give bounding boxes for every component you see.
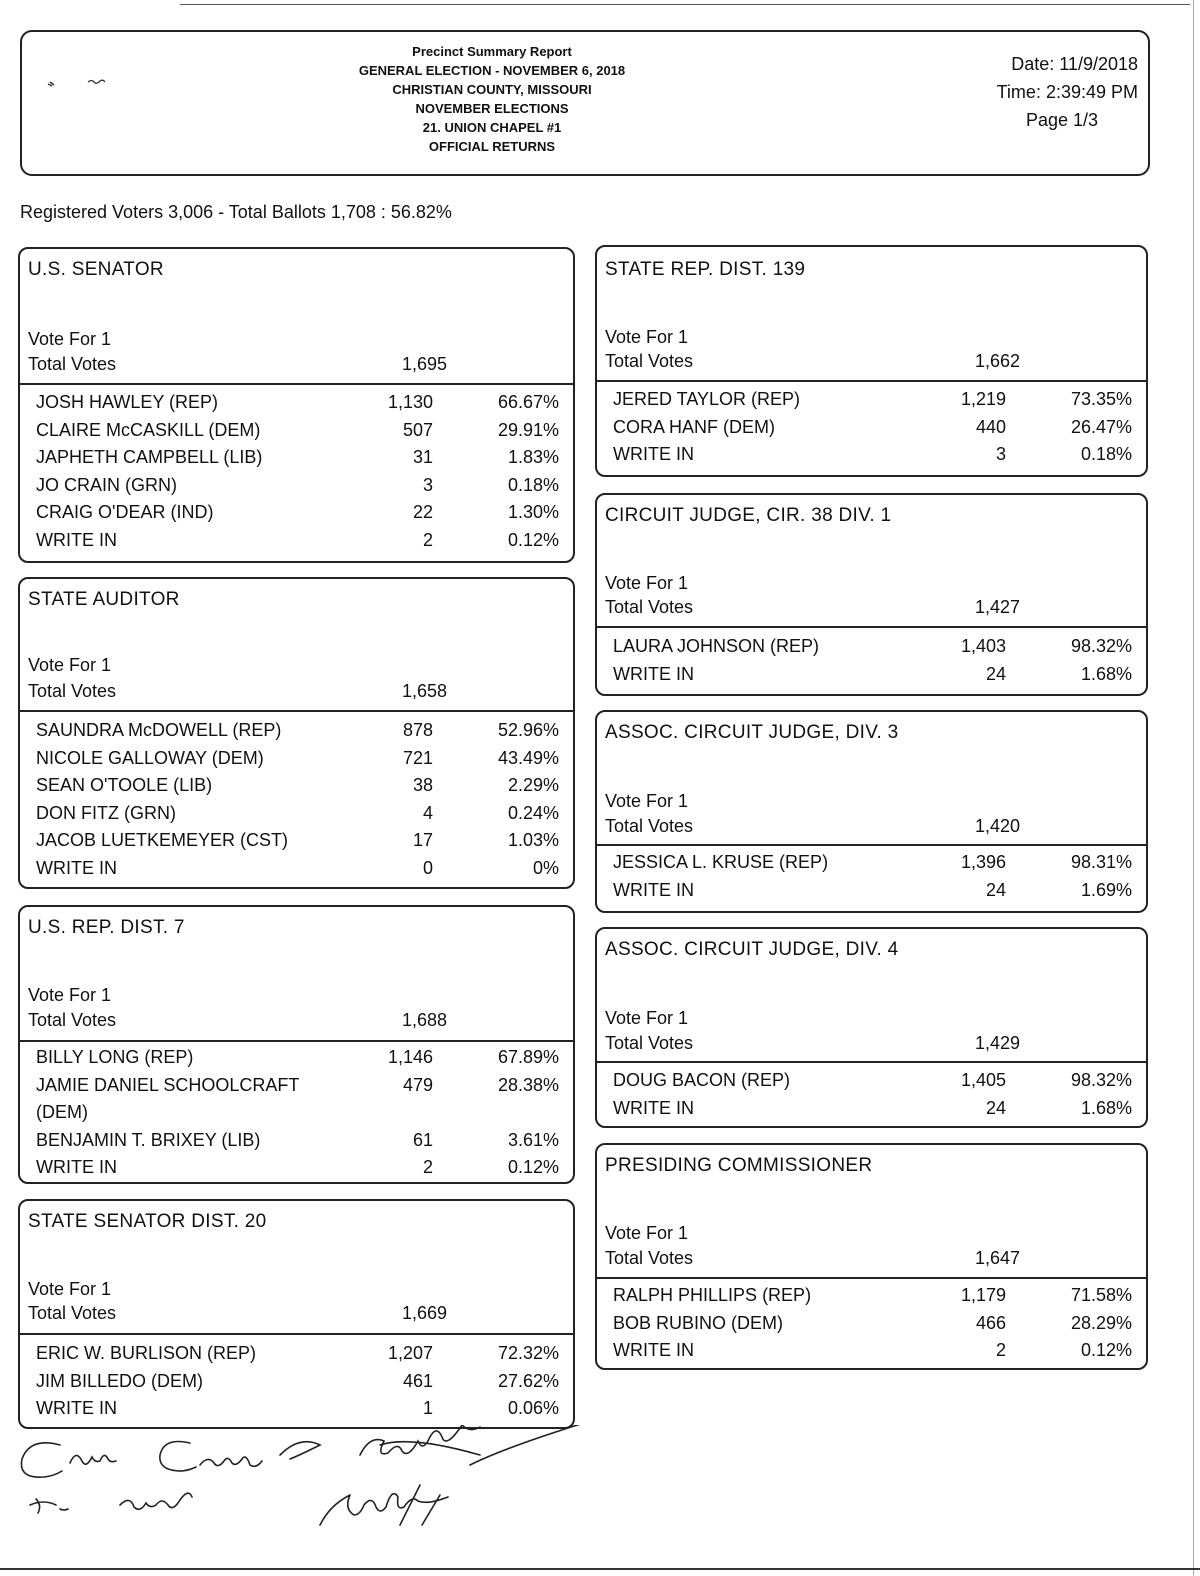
returns-type: OFFICIAL RETURNS [428,139,556,154]
candidate-percent: 2.29% [507,775,559,795]
header-divider [20,383,573,385]
candidate-percent: 1.68% [1080,663,1132,684]
candidate-votes: 2 [422,529,433,550]
total-votes-label: Total Votes [28,1010,117,1030]
report-header [20,30,1150,176]
candidate-row [613,417,1132,443]
candidate-row [36,502,559,528]
candidate-name: JAMIE DANIEL SCHOOLCRAFT [36,1074,300,1095]
candidate-name: WRITE IN [613,444,694,464]
candidate-percent: 28.29% [1070,1312,1132,1333]
candidate-votes: 3 [995,444,1006,464]
contest-title: STATE SENATOR DIST. 20 [28,1211,267,1232]
candidate-votes: 31 [412,447,433,467]
candidate-name: WRITE IN [613,879,694,900]
candidate-name: ERIC W. BURLISON (REP) [36,1343,257,1363]
candidate-percent: 3.61% [507,1129,559,1150]
candidate-name: WRITE IN [613,1340,694,1360]
candidate-percent: 66.67% [497,392,559,412]
total-votes-value: 1,688 [401,1010,447,1030]
candidate-percent: 26.47% [1070,416,1132,437]
turnout-summary: Registered Voters 3,006 - Total Ballots 1,708 : 56.82% [20,202,452,222]
election-group: NOVEMBER ELECTIONS [415,101,569,116]
candidate-votes: 1,219 [960,389,1006,409]
candidate-votes: 2 [422,1157,433,1177]
election-name: GENERAL ELECTION - NOVEMBER 6, 2018 [358,63,626,78]
candidate-percent: 98.31% [1070,852,1132,872]
candidate-percent: 0.12% [507,1157,559,1177]
candidate-row [36,475,559,501]
candidate-name: WRITE IN [613,663,694,684]
candidate-row [613,664,1132,690]
contest-box-us-senator [18,247,575,563]
candidate-votes: 24 [985,879,1006,900]
candidate-name: CORA HANF (DEM) [613,416,775,437]
candidate-name: LAURA JOHNSON (REP) [613,636,820,656]
candidate-name: JAPHETH CAMPBELL (LIB) [36,447,263,467]
candidate-votes: 4 [422,802,433,823]
candidate-percent: 29.91% [497,419,559,440]
candidate-votes: 0 [422,857,433,878]
header-divider [597,844,1146,846]
candidate-votes: 1,405 [960,1070,1006,1090]
candidate-row [36,1371,559,1397]
header-divider [597,1061,1146,1063]
county-name: CHRISTIAN COUNTY, MISSOURI [392,82,592,97]
contest-title: CIRCUIT JUDGE, CIR. 38 DIV. 1 [605,505,892,526]
report-date: Date: 11/9/2018 [1011,54,1138,74]
candidate-votes: 1,207 [387,1343,433,1363]
candidate-row [36,775,559,801]
candidate-name: WRITE IN [36,1157,117,1177]
candidate-votes: 2 [995,1340,1006,1360]
right-rule [1193,0,1194,1576]
candidate-percent: 1.03% [507,830,559,850]
candidate-votes: 22 [412,502,433,522]
contest-title: STATE AUDITOR [28,589,180,610]
candidate-row [36,1130,559,1156]
candidate-percent: 0.18% [507,474,559,495]
candidate-percent: 72.32% [497,1343,559,1363]
vote-for-label: Vote For 1 [605,573,689,593]
candidate-votes: 1,403 [960,636,1006,656]
candidate-row-continued [36,1102,559,1128]
candidate-percent: 0% [532,857,559,878]
candidate-percent: 28.38% [497,1074,559,1095]
candidate-name: CRAIG O'DEAR (IND) [36,502,214,522]
candidate-votes: 61 [412,1129,433,1150]
total-votes-value: 1,420 [974,816,1020,836]
candidate-percent: 98.32% [1070,636,1132,656]
candidate-votes: 466 [975,1312,1006,1333]
candidate-percent: 0.24% [507,802,559,823]
bottom-rule [0,1568,1200,1570]
candidate-percent: 43.49% [497,747,559,768]
candidate-name: WRITE IN [613,1097,694,1118]
candidate-row [613,1313,1132,1339]
candidate-votes: 1,179 [960,1285,1006,1305]
candidate-percent: 1.68% [1080,1097,1132,1118]
total-votes-value: 1,695 [401,354,447,374]
candidate-name-continued: (DEM) [36,1102,88,1122]
total-votes-label: Total Votes [605,597,694,617]
candidate-name: SAUNDRA McDOWELL (REP) [36,720,282,740]
total-votes-label: Total Votes [605,1033,694,1053]
contest-box-assoc-judge-3 [595,710,1148,913]
precinct-name: 21. UNION CHAPEL #1 [422,120,562,135]
total-votes-value: 1,427 [974,597,1020,617]
candidate-percent: 0.06% [507,1398,559,1418]
candidate-percent: 27.62% [497,1370,559,1391]
candidate-row [613,1070,1132,1096]
candidate-name: JIM BILLEDO (DEM) [36,1370,204,1391]
candidate-percent: 0.12% [1080,1340,1132,1360]
total-votes-label: Total Votes [28,1303,117,1323]
candidate-row [36,830,559,856]
candidate-row [613,880,1132,906]
candidate-votes: 721 [402,747,433,768]
contest-box-circuit-judge-38-1 [595,493,1148,696]
total-votes-value: 1,647 [974,1248,1020,1268]
vote-for-label: Vote For 1 [605,791,689,811]
vote-for-label: Vote For 1 [605,1008,689,1028]
candidate-votes: 1,130 [387,392,433,412]
header-divider [597,626,1146,628]
candidate-name: JOSH HAWLEY (REP) [36,392,219,412]
contest-box-assoc-judge-4 [595,927,1148,1128]
candidate-row [36,1398,559,1424]
header-divider [597,380,1146,382]
candidate-row [36,1343,559,1369]
candidate-row [36,530,559,556]
candidate-percent: 1.30% [507,502,559,522]
total-votes-label: Total Votes [605,351,694,371]
handwritten-signatures-icon [0,1425,700,1545]
vote-for-label: Vote For 1 [28,1279,112,1299]
candidate-votes: 1,396 [960,852,1006,872]
candidate-votes: 878 [402,720,433,740]
contest-box-state-rep-139 [595,245,1148,477]
candidate-votes: 507 [402,419,433,440]
candidate-votes: 440 [975,416,1006,437]
vote-for-label: Vote For 1 [605,1223,689,1243]
candidate-name: DOUG BACON (REP) [613,1070,791,1090]
total-votes-value: 1,662 [974,351,1020,371]
contest-title: ASSOC. CIRCUIT JUDGE, DIV. 3 [605,722,899,743]
header-divider [20,710,573,712]
contest-title: ASSOC. CIRCUIT JUDGE, DIV. 4 [605,939,899,960]
candidate-name: BOB RUBINO (DEM) [613,1312,784,1333]
candidate-name: WRITE IN [36,529,117,550]
candidate-row [613,389,1132,415]
candidate-name: JESSICA L. KRUSE (REP) [613,852,829,872]
candidate-percent: 73.35% [1070,389,1132,409]
report-title: Precinct Summary Report [412,44,572,59]
total-votes-label: Total Votes [28,354,117,374]
header-divider [597,1277,1146,1279]
vote-for-label: Vote For 1 [28,655,112,675]
candidate-votes: 479 [402,1074,433,1095]
top-rule [180,4,1190,5]
candidate-percent: 52.96% [497,720,559,740]
report-title-block [312,42,672,156]
candidate-row [36,392,559,418]
candidate-row [613,1340,1132,1366]
contest-box-us-rep-7 [18,905,575,1184]
candidate-votes: 24 [985,1097,1006,1118]
candidate-name: BILLY LONG (REP) [36,1047,194,1067]
total-votes-value: 1,658 [401,681,447,701]
candidate-row [36,1157,559,1183]
candidate-name: SEAN O'TOOLE (LIB) [36,775,213,795]
candidate-votes: 1,146 [387,1047,433,1067]
candidate-percent: 67.89% [497,1047,559,1067]
header-divider [20,1333,573,1335]
total-votes-value: 1,669 [401,1303,447,1323]
contest-box-presiding-commissioner [595,1143,1148,1370]
candidate-percent: 71.58% [1070,1285,1132,1305]
candidate-row [36,420,559,446]
candidate-percent: 1.83% [507,447,559,467]
report-time: Time: 2:39:49 PM [996,82,1138,102]
candidate-votes: 17 [412,830,433,850]
total-votes-label: Total Votes [605,1248,694,1268]
candidate-row [36,1047,559,1073]
candidate-row [613,1285,1132,1311]
candidate-percent: 0.12% [507,529,559,550]
vote-for-label: Vote For 1 [28,329,112,349]
page-number: Page 1/3 [1025,110,1098,130]
candidate-name: DON FITZ (GRN) [36,802,176,823]
candidate-row [613,444,1132,470]
candidate-name: JERED TAYLOR (REP) [613,389,801,409]
vote-for-label: Vote For 1 [605,327,689,347]
candidate-name: JACOB LUETKEMEYER (CST) [36,830,289,850]
candidate-name: WRITE IN [36,1398,117,1418]
candidate-row [36,720,559,746]
candidate-votes: 38 [412,775,433,795]
contest-title: U.S. REP. DIST. 7 [28,917,185,938]
candidate-votes: 3 [422,474,433,495]
candidate-name: CLAIRE McCASKILL (DEM) [36,419,261,440]
contest-title: STATE REP. DIST. 139 [605,259,806,280]
candidate-votes: 24 [985,663,1006,684]
total-votes-label: Total Votes [605,816,694,836]
candidate-name: NICOLE GALLOWAY (DEM) [36,747,264,768]
candidate-name: BENJAMIN T. BRIXEY (LIB) [36,1129,261,1150]
candidate-row [613,1098,1132,1124]
candidate-name: RALPH PHILLIPS (REP) [613,1285,812,1305]
contest-box-state-auditor [18,577,575,889]
total-votes-value: 1,429 [974,1033,1020,1053]
candidate-row [36,1075,559,1101]
candidate-percent: 1.69% [1080,879,1132,900]
candidate-votes: 461 [402,1370,433,1391]
scribble-mark-icon [44,74,124,94]
candidate-row [36,858,559,884]
candidate-name: WRITE IN [36,857,117,878]
contest-box-state-senator-20 [18,1199,575,1429]
report-meta [997,50,1138,134]
candidate-row [36,803,559,829]
contest-title: PRESIDING COMMISSIONER [605,1155,873,1176]
candidate-row [613,636,1132,662]
candidate-name: JO CRAIN (GRN) [36,474,177,495]
candidate-row [36,447,559,473]
candidate-votes: 1 [422,1398,433,1418]
candidate-percent: 0.18% [1080,444,1132,464]
header-divider [20,1040,573,1042]
candidate-row [36,748,559,774]
vote-for-label: Vote For 1 [28,985,112,1005]
candidate-percent: 98.32% [1070,1070,1132,1090]
contest-title: U.S. SENATOR [28,259,164,280]
total-votes-label: Total Votes [28,681,117,701]
candidate-row [613,852,1132,878]
